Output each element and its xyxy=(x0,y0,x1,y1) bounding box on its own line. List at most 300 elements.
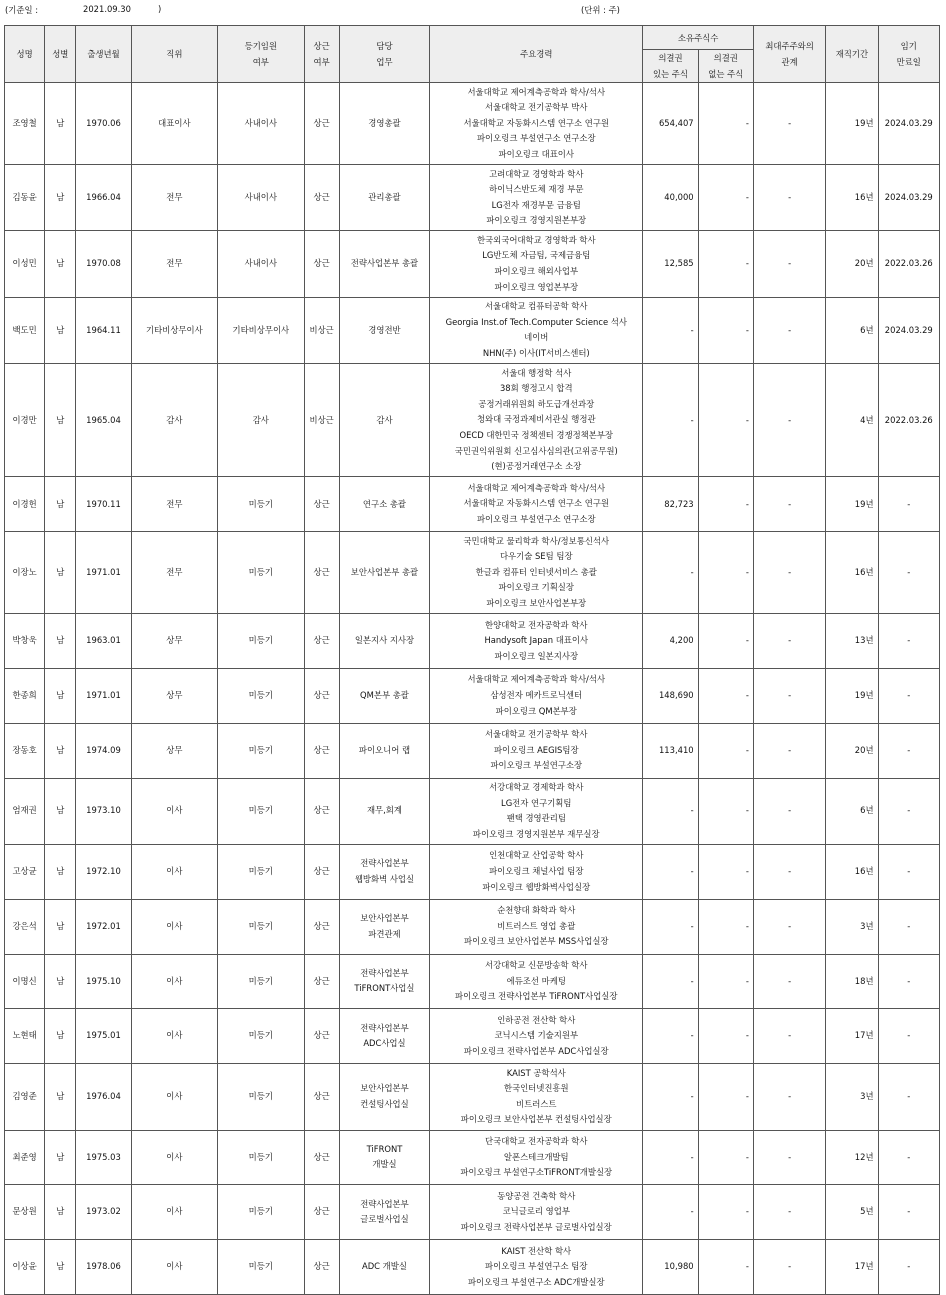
table-row xyxy=(5,364,940,477)
cell-position: 이사 xyxy=(131,1064,217,1130)
cell-voting-shares: - xyxy=(643,1009,698,1064)
cell-fulltime: 상근 xyxy=(304,844,339,899)
career-line: 서울대학교 컴퓨터공학 학사 xyxy=(485,301,588,312)
cell-gender: 남 xyxy=(45,231,76,297)
cell-birth: 1975.10 xyxy=(76,954,131,1009)
cell-registered: 미등기 xyxy=(218,778,304,844)
career-line: 파이오링크 AEGIS팀장 xyxy=(493,744,579,755)
career-line: 공정거래위원회 하도급개선과장 xyxy=(478,398,595,409)
career-line: 파이오링크 부설연구소 연구소장 xyxy=(476,133,596,144)
cell-birth: 1971.01 xyxy=(76,668,131,723)
cell-duty: 전략사업본부 글로벌사업실 xyxy=(339,1185,429,1240)
cell-voting-shares: - xyxy=(643,778,698,844)
cell-nonvoting-shares: - xyxy=(698,83,753,165)
cell-birth: 1974.09 xyxy=(76,723,131,778)
cell-duty: 파이오니어 랩 xyxy=(339,723,429,778)
col-registered: 등기임원 여부 xyxy=(218,26,304,83)
cell-term: - xyxy=(878,668,939,723)
table-row xyxy=(5,668,940,723)
cell-tenure: 3년 xyxy=(826,899,878,954)
cell-tenure: 18년 xyxy=(826,954,878,1009)
cell-gender: 남 xyxy=(45,83,76,165)
cell-tenure: 19년 xyxy=(826,668,878,723)
career-line: OECD 대한민국 정책센터 경쟁정책본부장 xyxy=(459,430,614,441)
cell-fulltime: 상근 xyxy=(304,723,339,778)
col-position: 직위 xyxy=(131,26,217,83)
cell-duty: QM본부 총괄 xyxy=(339,668,429,723)
cell-voting-shares: - xyxy=(643,297,698,363)
cell-name: 이경만 xyxy=(5,364,45,477)
career-line: 국민권익위원회 신고심사심의관(고위공무원) xyxy=(454,445,618,456)
cell-birth: 1970.08 xyxy=(76,231,131,297)
cell-name: 백도민 xyxy=(5,297,45,363)
career-line: 다우기술 SE팀 팀장 xyxy=(499,551,573,562)
career-line: 파이오링크 보안사업본부 컨설팅사업실장 xyxy=(460,1114,612,1125)
cell-fulltime: 상근 xyxy=(304,477,339,532)
cell-birth: 1970.06 xyxy=(76,83,131,165)
cell-nonvoting-shares: - xyxy=(698,668,753,723)
cell-position: 이사 xyxy=(131,1185,217,1240)
cell-term: 2022.03.26 xyxy=(878,364,939,477)
cell-position: 감사 xyxy=(131,364,217,477)
cell-relation: - xyxy=(753,1064,825,1130)
cell-position: 이사 xyxy=(131,1130,217,1185)
career-line: 순천향대 화학과 학사 xyxy=(497,905,576,916)
cell-voting-shares: 148,690 xyxy=(643,668,698,723)
cell-voting-shares: - xyxy=(643,1130,698,1185)
cell-birth: 1978.06 xyxy=(76,1240,131,1295)
base-date-label: (기준일 : xyxy=(5,5,39,15)
cell-relation: - xyxy=(753,844,825,899)
cell-name: 한종희 xyxy=(5,668,45,723)
career-line: 파이오링크 보안사업본부 MSS사업실장 xyxy=(463,936,609,947)
cell-career xyxy=(430,844,643,899)
cell-voting-shares: - xyxy=(643,844,698,899)
career-line: 비트러스트 xyxy=(516,1098,557,1109)
career-line: 파이오링크 부설연구소 연구소장 xyxy=(476,514,596,525)
cell-voting-shares: 654,407 xyxy=(643,83,698,165)
career-line: 파이오링크 부설연구소장 xyxy=(490,760,583,771)
cell-voting-shares: - xyxy=(643,364,698,477)
cell-registered: 미등기 xyxy=(218,899,304,954)
col-career: 주요경력 xyxy=(430,26,643,83)
cell-relation: - xyxy=(753,668,825,723)
cell-relation: - xyxy=(753,364,825,477)
cell-birth: 1972.10 xyxy=(76,844,131,899)
career-line: 파이오링크 웹방화벽사업실장 xyxy=(482,881,591,892)
cell-fulltime: 상근 xyxy=(304,668,339,723)
career-line: 청와대 국정과제비서관실 행정관 xyxy=(476,414,596,425)
cell-gender: 남 xyxy=(45,778,76,844)
career-line: 서울대 행정학 석사 xyxy=(501,367,572,378)
cell-birth: 1973.10 xyxy=(76,778,131,844)
career-line: LG반도체 자금팀, 국제금융팀 xyxy=(482,250,591,261)
career-line: 파이오링크 전략사업본부 글로벌사업실장 xyxy=(460,1222,612,1232)
cell-voting-shares: 40,000 xyxy=(643,165,698,231)
cell-gender: 남 xyxy=(45,954,76,1009)
cell-position: 전무 xyxy=(131,477,217,532)
cell-position: 이사 xyxy=(131,778,217,844)
career-line: LG전자 연구기획팀 xyxy=(501,797,572,808)
career-line: 서강대학교 신문방송학 학사 xyxy=(485,960,588,971)
cell-duty: 감사 xyxy=(339,364,429,477)
career-line: 파이오링크 채널사업 팀장 xyxy=(489,866,584,877)
cell-voting-shares: - xyxy=(643,1064,698,1130)
cell-registered: 미등기 xyxy=(218,1240,304,1295)
career-line: 코닉시스템 기술지원부 xyxy=(494,1030,579,1041)
cell-name: 고상균 xyxy=(5,844,45,899)
cell-fulltime: 상근 xyxy=(304,1185,339,1240)
col-fulltime: 상근 여부 xyxy=(304,26,339,83)
cell-registered: 사내이사 xyxy=(218,83,304,165)
cell-tenure: 13년 xyxy=(826,614,878,669)
cell-name: 조영철 xyxy=(5,83,45,165)
career-line: KAIST 전산학 학사 xyxy=(501,1245,572,1256)
career-line: 서울대학교 전기공학부 박사 xyxy=(485,102,588,113)
table-row xyxy=(5,954,940,1009)
table-row xyxy=(5,297,940,363)
career-line: 서울대학교 제어계측공학과 학사/석사 xyxy=(467,482,606,493)
cell-career xyxy=(430,532,643,614)
career-line: 서울대학교 자동화시스템 연구소 연구원 xyxy=(463,117,610,128)
career-line: 서강대학교 경제학과 학사 xyxy=(489,782,584,793)
cell-relation: - xyxy=(753,778,825,844)
cell-name: 최준영 xyxy=(5,1130,45,1185)
cell-term: - xyxy=(878,778,939,844)
cell-relation: - xyxy=(753,899,825,954)
table-row xyxy=(5,1185,940,1240)
career-line: 파이오링크 전략사업본부 ADC사업실장 xyxy=(463,1046,609,1057)
col-term: 임기 만료일 xyxy=(878,26,939,83)
cell-fulltime: 상근 xyxy=(304,165,339,231)
table-row xyxy=(5,83,940,165)
cell-gender: 남 xyxy=(45,1185,76,1240)
cell-birth: 1973.02 xyxy=(76,1185,131,1240)
col-voting: 의결권 있는 주식 xyxy=(643,50,698,83)
career-line: 서울대학교 자동화시스템 연구소 연구원 xyxy=(463,498,610,509)
cell-nonvoting-shares: - xyxy=(698,954,753,1009)
cell-gender: 남 xyxy=(45,477,76,532)
cell-career xyxy=(430,1240,643,1295)
col-nonvoting: 의결권 없는 주식 xyxy=(698,50,753,83)
cell-career xyxy=(430,83,643,165)
cell-fulltime: 상근 xyxy=(304,1009,339,1064)
career-line: 파이오링크 해외사업부 xyxy=(494,266,579,277)
cell-nonvoting-shares: - xyxy=(698,1240,753,1295)
cell-position: 상무 xyxy=(131,614,217,669)
career-line: 파이오링크 부설연구소 팀장 xyxy=(485,1261,588,1272)
cell-birth: 1975.01 xyxy=(76,1009,131,1064)
base-date-value: 2021.09.30 xyxy=(83,4,131,14)
cell-gender: 남 xyxy=(45,165,76,231)
cell-career xyxy=(430,1130,643,1185)
career-line: 파이오링크 보안사업본부장 xyxy=(486,598,587,609)
cell-gender: 남 xyxy=(45,614,76,669)
table-row xyxy=(5,1240,940,1295)
cell-tenure: 3년 xyxy=(826,1064,878,1130)
cell-nonvoting-shares: - xyxy=(698,1130,753,1185)
cell-fulltime: 상근 xyxy=(304,899,339,954)
cell-name: 김영준 xyxy=(5,1064,45,1130)
career-line: Handysoft Japan 대표이사 xyxy=(484,635,589,646)
cell-fulltime: 상근 xyxy=(304,614,339,669)
cell-relation: - xyxy=(753,1130,825,1185)
cell-gender: 남 xyxy=(45,899,76,954)
cell-fulltime: 상근 xyxy=(304,83,339,165)
career-line: 파이오링크 부설연구소TiFRONT개발실장 xyxy=(460,1167,613,1178)
cell-relation: - xyxy=(753,532,825,614)
cell-term: 2024.03.29 xyxy=(878,297,939,363)
cell-tenure: 6년 xyxy=(826,778,878,844)
cell-term: - xyxy=(878,1185,939,1240)
cell-fulltime: 상근 xyxy=(304,954,339,1009)
cell-birth: 1976.04 xyxy=(76,1064,131,1130)
cell-duty: 보안사업본부 컨설팅사업실 xyxy=(339,1064,429,1130)
cell-voting-shares: 12,585 xyxy=(643,231,698,297)
cell-fulltime: 비상근 xyxy=(304,297,339,363)
cell-duty: 전략사업본부 웹방화벽 사업실 xyxy=(339,844,429,899)
cell-career xyxy=(430,477,643,532)
cell-position: 전무 xyxy=(131,165,217,231)
table-header-row xyxy=(5,26,940,50)
career-line: 인천대학교 산업공학 학사 xyxy=(489,850,584,861)
career-line: 코닉글로리 영업부 xyxy=(502,1206,570,1217)
cell-voting-shares: - xyxy=(643,954,698,1009)
career-line: 파이오링크 대표이사 xyxy=(498,148,574,159)
table-row xyxy=(5,1009,940,1064)
cell-voting-shares: - xyxy=(643,1185,698,1240)
cell-position: 이사 xyxy=(131,1240,217,1295)
cell-voting-shares: - xyxy=(643,532,698,614)
cell-career xyxy=(430,231,643,297)
cell-nonvoting-shares: - xyxy=(698,297,753,363)
cell-career xyxy=(430,899,643,954)
career-line: 파이오링크 경영지원본부 재무실장 xyxy=(472,828,600,839)
cell-registered: 미등기 xyxy=(218,668,304,723)
cell-position: 이사 xyxy=(131,954,217,1009)
cell-birth: 1964.11 xyxy=(76,297,131,363)
cell-career xyxy=(430,165,643,231)
cell-birth: 1965.04 xyxy=(76,364,131,477)
cell-relation: - xyxy=(753,165,825,231)
cell-nonvoting-shares: - xyxy=(698,364,753,477)
cell-position: 전무 xyxy=(131,231,217,297)
cell-voting-shares: 113,410 xyxy=(643,723,698,778)
unit-label: (단위 : 주) xyxy=(581,5,620,15)
cell-term: - xyxy=(878,899,939,954)
career-line: 하이닉스반도체 재경 부문 xyxy=(489,184,584,195)
cell-duty: 경영총괄 xyxy=(339,83,429,165)
career-line: Georgia Inst.of Tech.Computer Science 석사 xyxy=(445,316,627,327)
cell-gender: 남 xyxy=(45,723,76,778)
cell-fulltime: 상근 xyxy=(304,778,339,844)
cell-registered: 미등기 xyxy=(218,954,304,1009)
cell-registered: 감사 xyxy=(218,364,304,477)
career-line: KAIST 공학석사 xyxy=(506,1067,566,1078)
cell-term: - xyxy=(878,723,939,778)
career-line: 단국대학교 전자공학과 학사 xyxy=(485,1136,588,1147)
career-line: 파이오링크 전략사업본부 TiFRONT사업실장 xyxy=(455,991,618,1002)
cell-duty: 일본지사 지사장 xyxy=(339,614,429,669)
cell-career xyxy=(430,723,643,778)
cell-gender: 남 xyxy=(45,844,76,899)
cell-registered: 미등기 xyxy=(218,1064,304,1130)
cell-tenure: 4년 xyxy=(826,364,878,477)
table-row xyxy=(5,165,940,231)
cell-fulltime: 상근 xyxy=(304,1130,339,1185)
cell-tenure: 19년 xyxy=(826,477,878,532)
table-caption-row xyxy=(0,2,946,16)
cell-relation: - xyxy=(753,723,825,778)
cell-tenure: 5년 xyxy=(826,1185,878,1240)
base-date-close: ) xyxy=(158,4,162,14)
cell-tenure: 17년 xyxy=(826,1240,878,1295)
cell-tenure: 17년 xyxy=(826,1009,878,1064)
col-gender: 성별 xyxy=(45,26,76,83)
cell-fulltime: 상근 xyxy=(304,532,339,614)
cell-registered: 미등기 xyxy=(218,844,304,899)
cell-voting-shares: 82,723 xyxy=(643,477,698,532)
career-line: 서울대학교 제어계측공학과 학사/석사 xyxy=(467,674,606,685)
cell-tenure: 16년 xyxy=(826,532,878,614)
cell-birth: 1975.03 xyxy=(76,1130,131,1185)
cell-gender: 남 xyxy=(45,1009,76,1064)
career-line: 고려대학교 경영학과 학사 xyxy=(489,168,584,179)
career-line: 파이오링크 영업본부장 xyxy=(494,281,579,292)
cell-name: 김동윤 xyxy=(5,165,45,231)
cell-nonvoting-shares: - xyxy=(698,844,753,899)
cell-term: - xyxy=(878,532,939,614)
cell-fulltime: 상근 xyxy=(304,1064,339,1130)
career-line: 파이오링크 기획실장 xyxy=(498,582,574,593)
cell-relation: - xyxy=(753,297,825,363)
cell-duty: 연구소 총괄 xyxy=(339,477,429,532)
cell-relation: - xyxy=(753,1009,825,1064)
col-duty: 담당 업무 xyxy=(339,26,429,83)
cell-term: - xyxy=(878,1240,939,1295)
col-shares: 소유주식수 xyxy=(643,26,754,50)
cell-tenure: 20년 xyxy=(826,723,878,778)
cell-career xyxy=(430,954,643,1009)
cell-fulltime: 상근 xyxy=(304,1240,339,1295)
cell-name: 노현태 xyxy=(5,1009,45,1064)
career-line: 네이버 xyxy=(524,332,549,343)
cell-position: 기타비상무이사 xyxy=(131,297,217,363)
cell-tenure: 19년 xyxy=(826,83,878,165)
cell-duty: 경영전반 xyxy=(339,297,429,363)
cell-fulltime: 상근 xyxy=(304,231,339,297)
cell-registered: 미등기 xyxy=(218,532,304,614)
cell-birth: 1970.11 xyxy=(76,477,131,532)
table-row xyxy=(5,614,940,669)
table-row xyxy=(5,844,940,899)
cell-registered: 사내이사 xyxy=(218,165,304,231)
career-line: 알폰스테크개발팀 xyxy=(503,1151,569,1162)
career-line: 팬택 경영관리팀 xyxy=(506,813,566,824)
executives-table xyxy=(4,25,940,1295)
cell-position: 상무 xyxy=(131,723,217,778)
cell-registered: 사내이사 xyxy=(218,231,304,297)
cell-registered: 미등기 xyxy=(218,1130,304,1185)
cell-relation: - xyxy=(753,1185,825,1240)
cell-tenure: 16년 xyxy=(826,165,878,231)
cell-nonvoting-shares: - xyxy=(698,231,753,297)
career-line: 한양대학교 전자공학과 학사 xyxy=(485,619,588,630)
cell-registered: 미등기 xyxy=(218,1185,304,1240)
cell-name: 문상원 xyxy=(5,1185,45,1240)
cell-position: 이사 xyxy=(131,1009,217,1064)
cell-duty: 전략사업본부 TiFRONT사업실 xyxy=(339,954,429,1009)
cell-career xyxy=(430,1185,643,1240)
cell-term: - xyxy=(878,614,939,669)
cell-birth: 1972.01 xyxy=(76,899,131,954)
cell-term: - xyxy=(878,954,939,1009)
cell-duty: ADC 개발실 xyxy=(339,1240,429,1295)
cell-nonvoting-shares: - xyxy=(698,778,753,844)
cell-position: 대표이사 xyxy=(131,83,217,165)
cell-career xyxy=(430,668,643,723)
cell-term: - xyxy=(878,1064,939,1130)
cell-term: - xyxy=(878,844,939,899)
cell-duty: 전략사업본부 총괄 xyxy=(339,231,429,297)
cell-career xyxy=(430,1009,643,1064)
career-line: 38회 행정고시 합격 xyxy=(499,383,573,394)
cell-voting-shares: 10,980 xyxy=(643,1240,698,1295)
cell-duty: 관리총괄 xyxy=(339,165,429,231)
col-tenure: 재직기간 xyxy=(826,26,878,83)
cell-name: 엄재권 xyxy=(5,778,45,844)
career-line: NHN(주) 이사(IT서비스센터) xyxy=(482,348,590,359)
cell-duty: 보안사업본부 파견관제 xyxy=(339,899,429,954)
cell-career xyxy=(430,778,643,844)
cell-voting-shares: - xyxy=(643,899,698,954)
cell-term: 2024.03.29 xyxy=(878,165,939,231)
cell-nonvoting-shares: - xyxy=(698,165,753,231)
cell-gender: 남 xyxy=(45,668,76,723)
cell-career xyxy=(430,614,643,669)
cell-nonvoting-shares: - xyxy=(698,532,753,614)
table-row xyxy=(5,532,940,614)
cell-nonvoting-shares: - xyxy=(698,477,753,532)
cell-career xyxy=(430,1064,643,1130)
cell-registered: 미등기 xyxy=(218,723,304,778)
career-line: 인하공전 전산학 학사 xyxy=(497,1014,576,1025)
cell-registered: 미등기 xyxy=(218,614,304,669)
cell-term: - xyxy=(878,1130,939,1185)
table-row xyxy=(5,1064,940,1130)
cell-nonvoting-shares: - xyxy=(698,899,753,954)
cell-tenure: 16년 xyxy=(826,844,878,899)
career-line: 한국인터넷진흥원 xyxy=(503,1083,569,1094)
cell-fulltime: 비상근 xyxy=(304,364,339,477)
cell-position: 이사 xyxy=(131,899,217,954)
cell-gender: 남 xyxy=(45,532,76,614)
cell-position: 이사 xyxy=(131,844,217,899)
career-line: 파이오링크 경영지원본부장 xyxy=(486,215,587,226)
col-relation: 최대주주와의 관계 xyxy=(753,26,825,83)
cell-registered: 미등기 xyxy=(218,1009,304,1064)
cell-duty: TiFRONT 개발실 xyxy=(339,1130,429,1185)
career-line: 한글과 컴퓨터 인터넷서비스 총괄 xyxy=(475,566,597,577)
career-line: 국민대학교 물리학과 학사/정보통신석사 xyxy=(463,535,610,546)
career-line: 서울대학교 제어계측공학과 학사/석사 xyxy=(467,86,606,97)
cell-term: - xyxy=(878,477,939,532)
cell-relation: - xyxy=(753,231,825,297)
cell-gender: 남 xyxy=(45,364,76,477)
cell-term: - xyxy=(878,1009,939,1064)
cell-name: 이경헌 xyxy=(5,477,45,532)
cell-gender: 남 xyxy=(45,1130,76,1185)
